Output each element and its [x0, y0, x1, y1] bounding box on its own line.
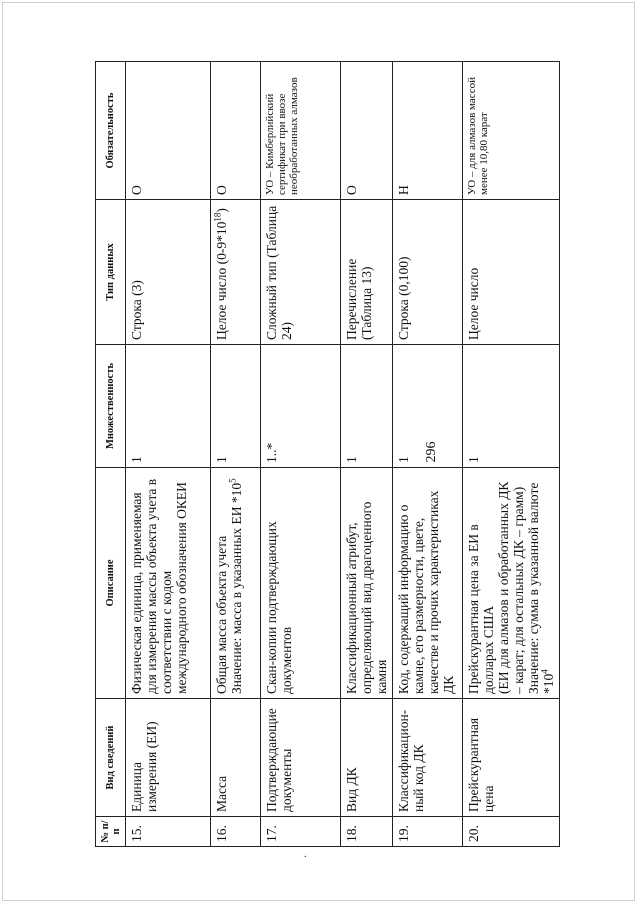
- row-mandatory: УО – для алмазов массой менее 10,80 карат: [463, 62, 560, 200]
- exponent: 4: [539, 669, 550, 674]
- page-number: 296: [424, 441, 439, 463]
- row-num: 16.: [211, 817, 261, 847]
- row-multiplicity: 1: [126, 345, 211, 468]
- description-line: (ЕИ для алмазов и обработанных ДК – карат; для остальных ДК – грамм): [496, 481, 526, 694]
- data-fields-table: [95, 61, 560, 847]
- description-line: Общая масса объекта учета: [214, 535, 229, 694]
- rotated-table-container: [95, 62, 556, 847]
- header-num: № п/п: [96, 817, 126, 847]
- exponent: 18: [212, 212, 223, 222]
- row-description: [211, 468, 261, 699]
- row-num: 18.: [341, 817, 393, 847]
- header-datatype: Тип данных: [96, 200, 126, 345]
- row-multiplicity: 1..*: [261, 345, 341, 468]
- row-datatype: Перечисление (Таблица 13): [341, 200, 393, 345]
- row-multiplicity: 1: [463, 345, 560, 468]
- table-row: [126, 62, 211, 847]
- row-datatype: Строка (0,100): [393, 200, 463, 345]
- row-num: 17.: [261, 817, 341, 847]
- row-mandatory: О: [211, 62, 261, 200]
- row-type: Масса: [211, 699, 261, 817]
- row-description: [463, 468, 560, 699]
- header-type: Вид сведений: [96, 699, 126, 817]
- row-mandatory: УО – Кимберлийский сертификат при ввозе необработанных алмазов: [261, 62, 341, 200]
- row-datatype: Целое число $(0-9*10^{18})$: [211, 200, 261, 345]
- row-description: Код, содержащий информацию о камне, его размерности, цвете, качестве и прочих характеристиках ДК: [393, 468, 463, 699]
- row-multiplicity: 1: [341, 345, 393, 468]
- row-type: Прейскурантная цена: [463, 699, 560, 817]
- row-mandatory: О: [126, 62, 211, 200]
- header-description: Описание: [96, 468, 126, 699]
- row-num: 20.: [463, 817, 560, 847]
- table-row: [463, 62, 560, 847]
- row-num: 15.: [126, 817, 211, 847]
- exponent: 5: [227, 478, 238, 483]
- row-num: 19.: [393, 817, 463, 847]
- row-datatype: Сложный тип (Таблица 24): [261, 200, 341, 345]
- table-row: [393, 62, 463, 847]
- row-type: Вид ДК: [341, 699, 393, 817]
- row-datatype: Целое число: [463, 200, 560, 345]
- row-mandatory: Н: [393, 62, 463, 200]
- description-line: Значение: масса в указанных ЕИ $*10^5$: [227, 478, 244, 694]
- footer-mark: .: [304, 849, 307, 860]
- row-description: Скан-копии подтверждающих документов: [261, 468, 341, 699]
- table-row: [341, 62, 393, 847]
- row-mandatory: О: [341, 62, 393, 200]
- description-line: Прейскурантная цена за ЕИ в долларах США: [466, 524, 496, 694]
- row-multiplicity: 1: [393, 345, 463, 468]
- header-multiplicity: Множественность: [96, 345, 126, 468]
- row-description: Физическая единица, применяемая для измерения массы объекта учета в соответствии с кодом международного обозначения ОКЕИ: [126, 468, 211, 699]
- row-type: Классификацион-ный код ДК: [393, 699, 463, 817]
- row-type: Единица измерения (ЕИ): [126, 699, 211, 817]
- row-description: Классификационный атрибут, определяющий вид драгоценного камня: [341, 468, 393, 699]
- row-multiplicity: 1: [211, 345, 261, 468]
- table-row: [261, 62, 341, 847]
- description-line: Значение: сумма в указанной валюте $*10^4$: [526, 482, 556, 694]
- table-row: [211, 62, 261, 847]
- row-type: Подтверждающие документы: [261, 699, 341, 817]
- table-header-row: [96, 62, 126, 847]
- row-datatype: Строка (3): [126, 200, 211, 345]
- header-mandatory: Обязательность: [96, 62, 126, 200]
